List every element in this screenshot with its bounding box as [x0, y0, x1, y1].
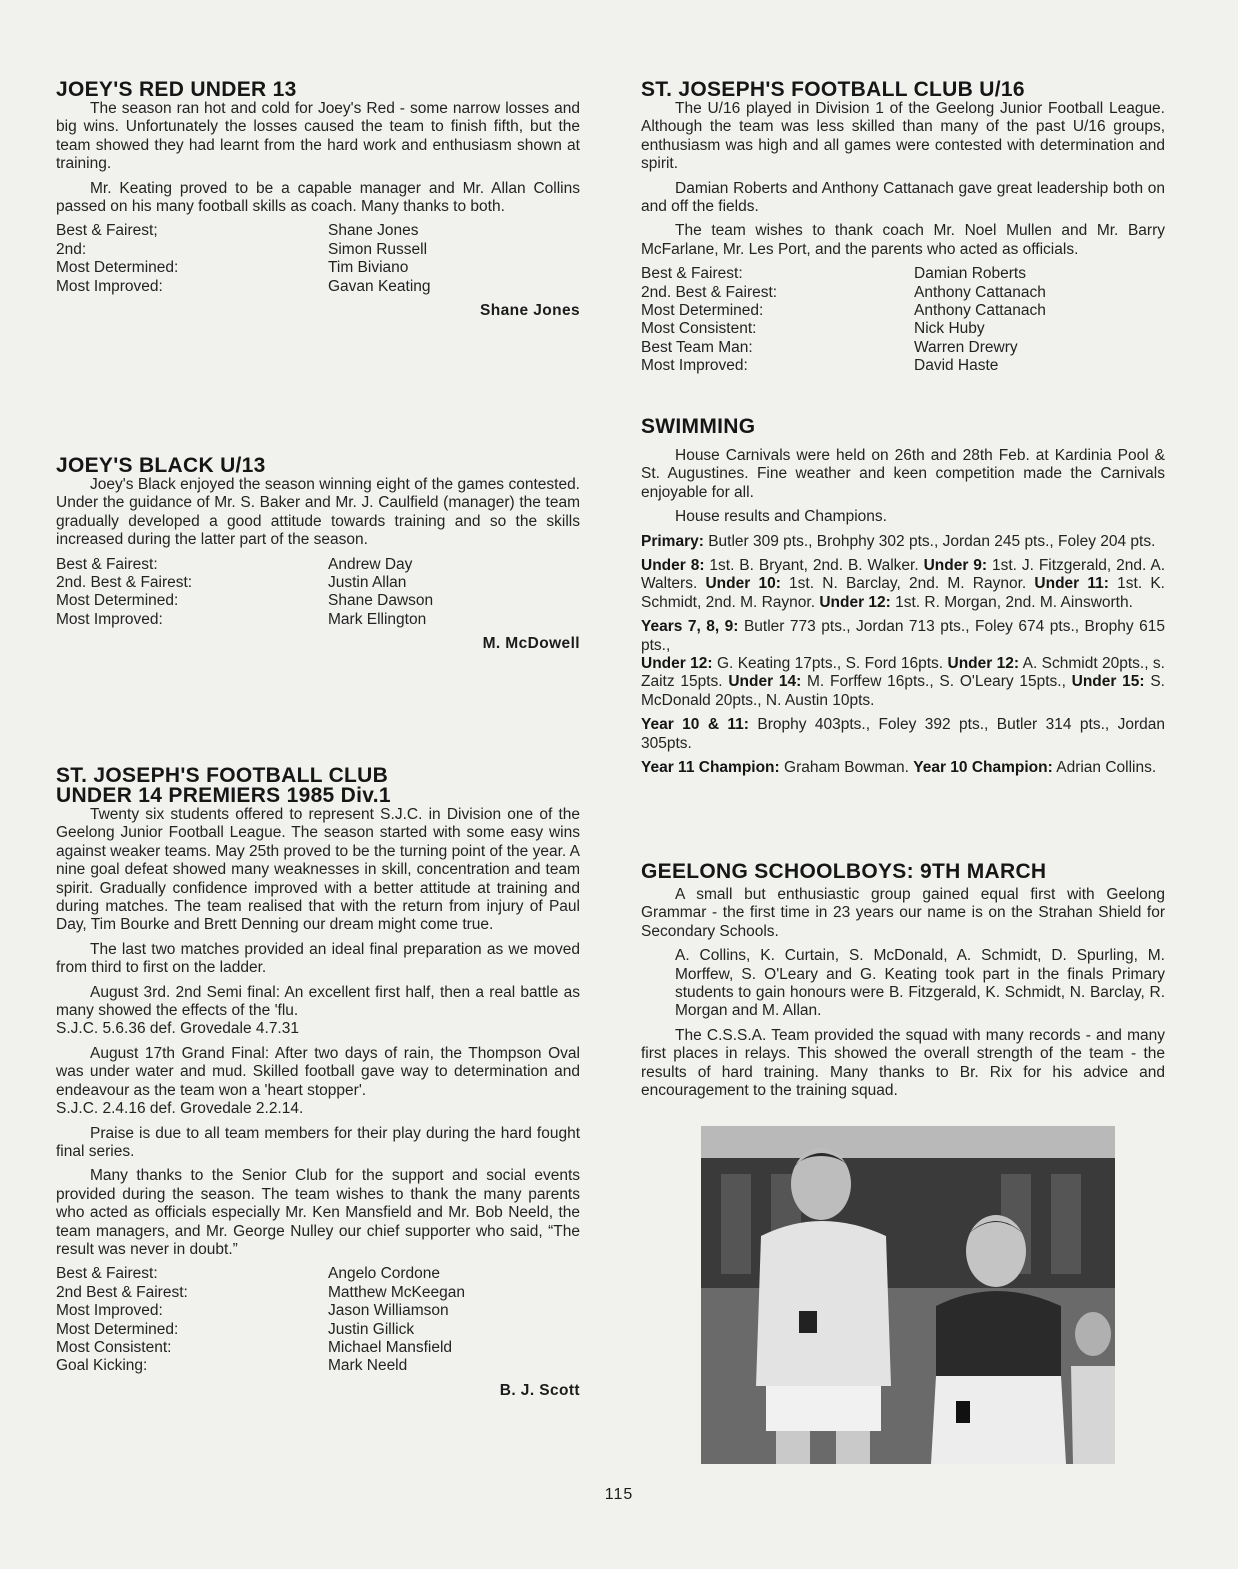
u14-heading-line1: ST. JOSEPH'S FOOTBALL CLUB: [56, 764, 389, 787]
award-value: Angelo Cordone: [328, 1265, 441, 1283]
awards-list: [56, 222, 580, 296]
result-label: Under 10:: [705, 575, 781, 593]
joeys-black-u13-heading: JOEY'S BLACK U/13: [56, 454, 266, 477]
award-label: Best & Fairest:: [56, 555, 158, 573]
result-text: Butler 309 pts., Brohphy 302 pts., Jordan 245 pts., Foley 204 pts.: [703, 532, 1156, 550]
coaches-photo: [701, 1126, 1115, 1464]
award-label: Most Determined:: [56, 592, 179, 610]
result-text: 1st. N. Barclay, 2nd. M. Raynor.: [780, 575, 1035, 593]
award-label: Most Improved:: [641, 357, 748, 375]
award-value: Jason Williamson: [328, 1302, 449, 1320]
award-value: Anthony Cattanach: [914, 283, 1046, 301]
award-value: Warren Drewry: [914, 338, 1018, 356]
result-text: G. Keating 17pts., S. Ford 16pts.: [712, 655, 948, 673]
u16-heading: ST. JOSEPH'S FOOTBALL CLUB U/16: [641, 78, 1025, 101]
years-789-results: [641, 618, 1165, 655]
award-value: Justin Allan: [328, 574, 407, 592]
result-text: S. McDonald 20pts., N. Austin 10pts.: [641, 673, 1165, 709]
score-line: S.J.C. 2.4.16 def. Grovedale 2.2.14.: [56, 1100, 304, 1118]
award-value: Michael Mansfield: [328, 1338, 453, 1356]
award-value: Mark Neeld: [328, 1357, 408, 1375]
award-value: Anthony Cattanach: [914, 302, 1046, 320]
award-label: 2nd:: [56, 240, 87, 258]
result-label: Primary:: [641, 532, 704, 550]
result-text: A. Schmidt 20pts., s. Zaitz 15pts.: [641, 655, 1165, 691]
paragraph: House Carnivals were held on 26th and 28th Feb. at Kardinia Pool & St. Augustines. Fine weather and keen competition made the Carnivals enjoyable for all.: [641, 447, 1165, 501]
award-label: Most Improved:: [56, 1302, 163, 1320]
u14-premiers-section: [56, 766, 580, 1400]
paragraph: The U/16 played in Division 1 of the Geelong Junior Football League. Although the team was less skilled than many of the past U/16 groups, enthusiasm was high and all games were contested with determination and spirit.: [641, 100, 1165, 173]
award-value: Shane Jones: [328, 222, 419, 240]
paragraph: A small but enthusiastic group gained equal first with Geelong Grammar - the first time in 23 years our name is on the Strahan Shield for Secondary Schools.: [641, 886, 1165, 940]
result-text: 1st. B. Bryant, 2nd. B. Walker.: [704, 557, 924, 575]
paragraph: A. Collins, K. Curtain, S. McDonald, A. Schmidt, D. Spurling, M. Morffew, S. O'Leary and G. Keating took part in the finals Primary students to gain honours were B. Fitzgerald, K. Schmidt, N. Barclay, R. Morgan and M. Allan.: [675, 947, 1165, 1020]
paragraph: Mr. Keating proved to be a capable manager and Mr. Allan Collins passed on his many football skills as coach. Many thanks to both.: [56, 179, 580, 216]
result-text: Brophy 403pts., Foley 392 pts., Butler 314 pts., Jordan 305pts.: [641, 716, 1165, 752]
years-1011-results: [641, 716, 1165, 753]
award-label: Most Consistent:: [56, 1338, 172, 1356]
author-signature: Shane Jones: [479, 302, 580, 320]
award-label: Goal Kicking:: [56, 1357, 148, 1375]
result-label: Year 11 Champion:: [641, 759, 780, 777]
result-label: Under 8:: [641, 557, 705, 575]
award-label: Most Determined:: [56, 259, 179, 277]
photo-illustration: [701, 1126, 1115, 1464]
result-label: Under 12:: [819, 593, 891, 611]
author-signature: B. J. Scott: [499, 1381, 580, 1399]
award-value: Gavan Keating: [328, 277, 431, 295]
result-text: Graham Bowman.: [779, 759, 914, 777]
award-label: Most Consistent:: [641, 320, 757, 338]
award-label: Most Improved:: [56, 277, 163, 295]
paragraph: Joey's Black enjoyed the season winning eight of the games contested. Under the guidance of Mr. S. Baker and Mr. J. Caulfield (manager) the team gradually developed a good attitude towards training and so the skills increased during the latter part of the season.: [56, 476, 580, 549]
award-value: Justin Gillick: [328, 1320, 415, 1338]
result-text: 1st. K. Schmidt, 2nd. M. Raynor.: [641, 575, 1165, 611]
award-value: David Haste: [914, 357, 999, 375]
author-signature: M. McDowell: [482, 635, 580, 653]
paragraph: August 3rd. 2nd Semi final: An excellent first half, then a real battle as many showed the effects of the 'flu.: [56, 983, 580, 1020]
award-label: Best Team Man:: [641, 338, 753, 356]
paragraph: The team wishes to thank coach Mr. Noel Mullen and Mr. Barry McFarlane, Mr. Les Port, and the parents who acted as officials.: [641, 222, 1165, 258]
result-text: Butler 773 pts., Jordan 713 pts., Foley 674 pts., Brophy 615 pts.,: [641, 618, 1165, 654]
result-label: Under 11:: [1034, 575, 1109, 593]
swimming-section: [641, 417, 1165, 784]
paragraph: House results and Champions.: [675, 508, 887, 526]
paragraph: Praise is due to all team members for their play during the hard fought final series.: [56, 1124, 580, 1160]
awards-list: [641, 265, 1165, 375]
paragraph: August 17th Grand Final: After two days of rain, the Thompson Oval was under water and mud. Skilled football gave way to determination and endeavour as the team won a 'heart stopper'.: [56, 1044, 580, 1099]
paragraph: Damian Roberts and Anthony Cattanach gave great leadership both on and off the fields.: [641, 179, 1165, 216]
award-value: Mark Ellington: [328, 610, 427, 628]
award-value: Simon Russell: [328, 240, 428, 258]
award-value: Nick Huby: [914, 320, 985, 338]
u16-section: [641, 80, 1165, 376]
result-label: Under 15:: [1071, 673, 1145, 691]
award-value: Damian Roberts: [914, 265, 1026, 283]
award-label: Most Improved:: [56, 610, 163, 628]
geelong-schoolboys-section: [641, 862, 1165, 1106]
award-label: Most Determined:: [56, 1320, 179, 1338]
result-label: Under 12:: [947, 655, 1020, 673]
joeys-black-u13-section: [56, 456, 580, 654]
joeys-red-u13-section: [56, 80, 580, 320]
award-label: Best & Fairest:: [56, 1265, 158, 1283]
result-label: Under 12:: [641, 655, 713, 673]
award-label: Best & Fairest:: [641, 265, 743, 283]
paragraph: The season ran hot and cold for Joey's Red - some narrow losses and big wins. Unfortunately the losses caused the team to finish fifth, but the team showed they had learnt from the hard work and enthusiasm shown at training.: [56, 100, 580, 173]
award-label: 2nd. Best & Fairest:: [56, 574, 193, 592]
year-champions: [641, 759, 1165, 777]
result-text: 1st. R. Morgan, 2nd. M. Ainsworth.: [890, 593, 1133, 611]
awards-list: [56, 1265, 580, 1375]
result-text: Adrian Collins.: [1052, 759, 1157, 777]
secondary-champions: [641, 655, 1165, 710]
award-label: Most Determined:: [641, 302, 764, 320]
geelong-schoolboys-heading: GEELONG SCHOOLBOYS: 9TH MARCH: [641, 860, 1047, 883]
award-value: Matthew McKeegan: [328, 1283, 465, 1301]
age-champions: [641, 557, 1165, 612]
result-label: Years 7, 8, 9:: [641, 618, 739, 636]
paragraph: The C.S.S.A. Team provided the squad with many records - and many first places in relays. This showed the overall strength of the team - the results of hard training. Many thanks to Br. Rix for his advice and encouragement to the training squad.: [641, 1026, 1165, 1100]
award-value: Shane Dawson: [328, 592, 434, 610]
result-label: Under 9:: [923, 557, 988, 575]
primary-results: [641, 533, 1165, 551]
award-label: 2nd. Best & Fairest:: [641, 283, 778, 301]
result-label: Year 10 & 11:: [641, 716, 749, 734]
u14-heading-line2: UNDER 14 PREMIERS 1985 Div.1: [56, 784, 391, 807]
award-label: Best & Fairest;: [56, 222, 158, 240]
paragraph: The last two matches provided an ideal final preparation as we moved from third to first on the ladder.: [56, 940, 580, 977]
result-label: Year 10 Champion:: [913, 759, 1053, 777]
joeys-red-u13-heading: JOEY'S RED UNDER 13: [56, 78, 297, 101]
award-label: 2nd Best & Fairest:: [56, 1283, 188, 1301]
paragraph: Twenty six students offered to represent S.J.C. in Division one of the Geelong Junior Football League. The season started with some easy wins against weaker teams. May 25th proved to be the turning point of the year. A nine goal defeat showed many weaknesses in skill, concentration and team spirit. Gradually confidence improved with a better attitude at training and during matches. The team realised that with the return from injury of Paul Day, Tim Bourke and Brett Denning our dream might come true.: [56, 806, 580, 934]
page-number: 115: [604, 1486, 634, 1503]
swimming-heading: SWIMMING: [641, 415, 756, 438]
result-text: M. Forffew 16pts., S. O'Leary 15pts.,: [801, 673, 1072, 691]
award-value: Tim Biviano: [328, 259, 409, 277]
awards-list: [56, 556, 580, 630]
paragraph: Many thanks to the Senior Club for the support and social events provided during the season. The team wishes to thank the many parents who acted as officials especially Mr. Ken Mansfield and Mr. Bob Neeld, the team managers, and Mr. George Nulley our chief supporter who said, “The result was never in doubt.”: [56, 1167, 580, 1258]
result-text: 1st. J. Fitzgerald, 2nd. A. Walters.: [641, 557, 1165, 593]
award-value: Andrew Day: [328, 555, 413, 573]
score-line: S.J.C. 5.6.36 def. Grovedale 4.7.31: [56, 1020, 299, 1038]
result-label: Under 14:: [728, 673, 802, 691]
